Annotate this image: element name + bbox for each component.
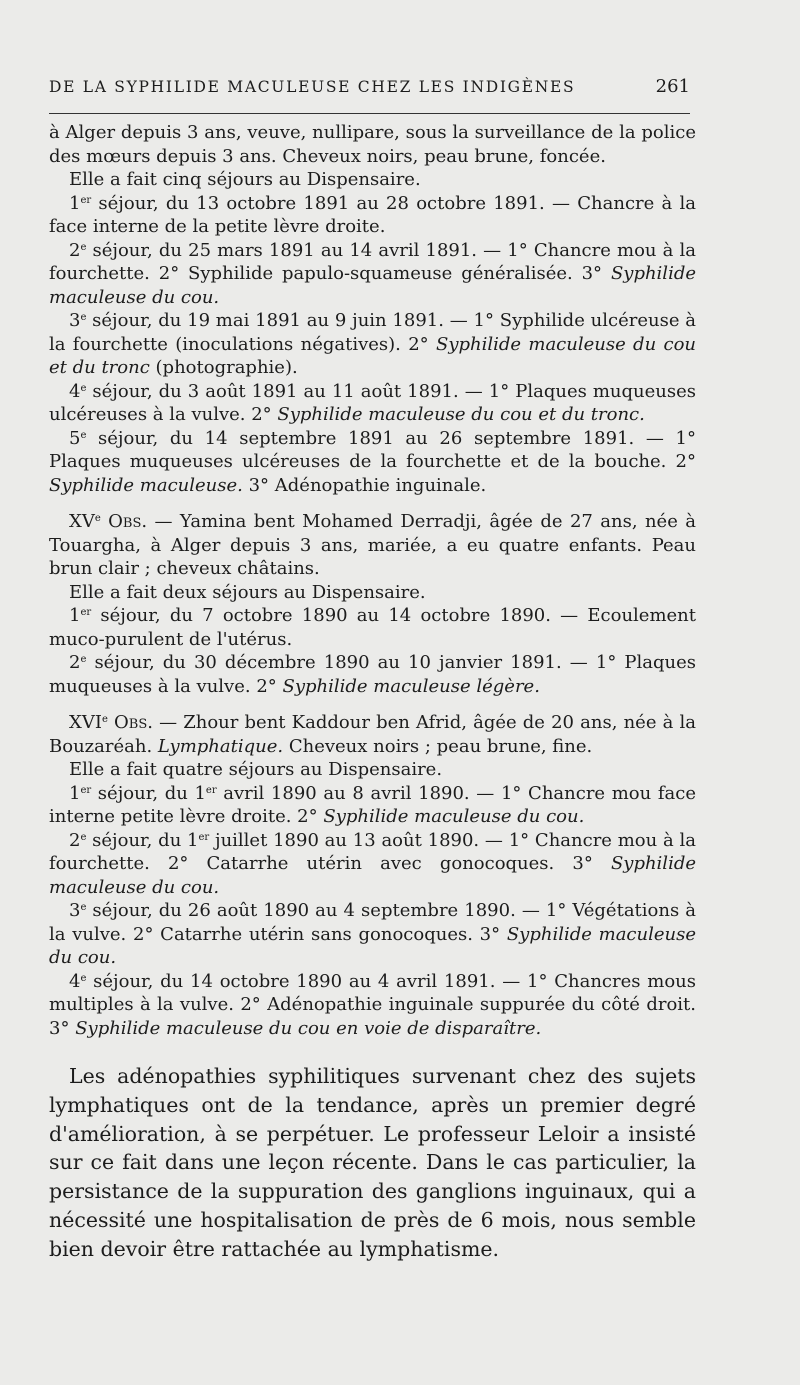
obs16-stays-count: Elle a fait quatre séjours au Dispensaire.: [69, 759, 443, 780]
obs14-stay-3: 3e séjour, du 19 mai 1891 au 9 juin 1891. — 1° Syphilide ulcéreuse à la fourchette (inoculations négatives). 2° Syphilide maculeuse du cou et du tronc (photographie).: [49, 310, 697, 378]
obs15-number: XV: [69, 511, 95, 532]
obs16-label: Obs.: [114, 712, 153, 733]
page-body: [49, 121, 696, 1264]
obs14-stay-5: 5e séjour, du 14 septembre 1891 au 26 septembre 1891. — 1° Plaques muqueuses ulcéreuses de la fourchette et de la bouche. 2° Syphilide maculeuse. 3° Adénopathie inguinale.: [49, 427, 696, 496]
obs16-intro: XVIe Obs. — Zhour bent Kaddour ben Afrid, âgée de 20 ans, née à la Bouzaréah. Lymphatique. Cheveux noirs ; peau brune, fine.: [49, 712, 696, 757]
conclusion-paragraph: Les adénopathies syphilitiques survenant chez des sujets lymphatiques ont de la tendance, après un premier degré d'amélioration, à se perpétuer. Le professeur Leloir a insisté sur ce fait dans une leçon récente. Dans le cas particulier, la persistance de la suppuration des ganglions inguinaux, qui a nécessité une hospitalisation de près de 6 mois, nous semble bien devoir être rattachée au lymphatisme.: [49, 1064, 696, 1261]
obs14-intro: à Alger depuis 3 ans, veuve, nullipare, sous la surveillance de la police des mœurs depuis 3 ans. Cheveux noirs, peau brune, foncée.: [49, 122, 696, 167]
running-header: [49, 76, 690, 97]
obs15-stays-count: Elle a fait deux séjours au Dispensaire.: [69, 581, 426, 603]
obs14-stay-2: 2e séjour, du 25 mars 1891 au 14 avril 1891. — 1° Chancre mou à la fourchette. 2° Syphilide papulo-squameuse généralisée. 3° Syphilide maculeuse du cou.: [49, 239, 696, 308]
obs15-label: Obs.: [108, 511, 148, 532]
page-number: 261: [655, 76, 690, 97]
obs16-stay-1: 1er séjour, du 1er avril 1890 au 8 avril 1890. — 1° Chancre mou face interne petite lèvre droite. 2° Syphilide maculeuse du cou.: [49, 782, 696, 827]
obs16-stay-4: 4e séjour, du 14 octobre 1890 au 4 avril 1891. — 1° Chancres mous multiples à la vulve. 2° Adénopathie inguinale suppurée du côté droit. 3° Syphilide maculeuse du cou en voie de disparaître.: [49, 970, 696, 1039]
obs16-number: XVI: [69, 712, 102, 733]
running-title: DE LA SYPHILIDE MACULEUSE CHEZ LES INDIGÈNES: [49, 78, 576, 96]
obs15-stay-2: 2e séjour, du 30 décembre 1890 au 10 janvier 1891. — 1° Plaques muqueuses à la vulve. 2° Syphilide maculeuse légère.: [49, 652, 696, 697]
obs14-stays-count: Elle a fait cinq séjours au Dispensaire.: [69, 169, 421, 190]
header-rule: [49, 113, 690, 114]
obs16-stay-2: 2e séjour, du 1er juillet 1890 au 13 août 1890. — 1° Chancre mou à la fourchette. 2° Catarrhe utérin avec gonocoques. 3° Syphilide maculeuse du cou.: [49, 829, 696, 898]
obs16-stay-3: 3e séjour, du 26 août 1890 au 4 septembre 1890. — 1° Végétations à la vulve. 2° Catarrhe utérin sans gonocoques. 3° Syphilide maculeuse du cou.: [49, 900, 696, 968]
obs14-stay-1: 1er séjour, du 13 octobre 1891 au 28 octobre 1891. — Chancre à la face interne de la petite lèvre droite.: [49, 192, 696, 237]
obs14-stay-4: 4e séjour, du 3 août 1891 au 11 août 1891. — 1° Plaques muqueuses ulcéreuses à la vulve. 2° Syphilide maculeuse du cou et du tronc.: [49, 380, 696, 425]
obs15-intro: XVe Obs. — Yamina bent Mohamed Derradji, âgée de 27 ans, née à Touargha, à Alger depuis 3 ans, mariée, a eu quatre enfants. Peau brun clair ; cheveux châtains.: [49, 511, 696, 579]
obs15-stay-1: 1er séjour, du 7 octobre 1890 au 14 octobre 1890. — Ecoulement muco-purulent de l'utérus.: [49, 605, 696, 650]
